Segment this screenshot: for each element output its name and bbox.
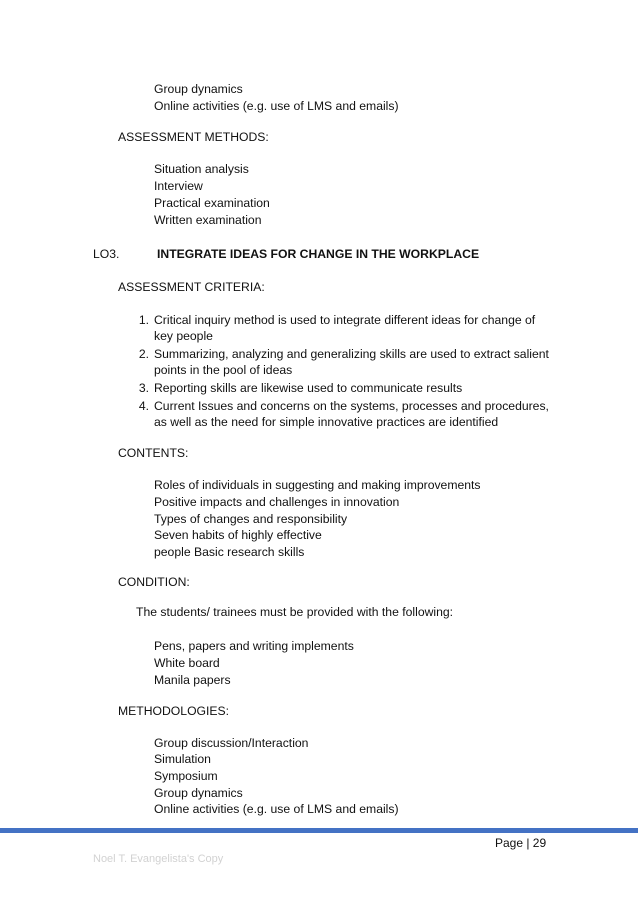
footer-rule xyxy=(0,828,638,833)
contents-item: Types of changes and responsibility xyxy=(154,512,348,526)
methodology-item: Simulation xyxy=(154,752,211,766)
assessment-method-item: Written examination xyxy=(154,213,262,227)
criteria-number: 4. xyxy=(138,399,149,413)
methodology-item: Group dynamics xyxy=(154,786,243,800)
criteria-number: 1. xyxy=(138,313,149,327)
continued-methodology-item: Group dynamics xyxy=(154,82,243,96)
criteria-text: points in the pool of ideas xyxy=(154,363,293,377)
criteria-text: Summarizing, analyzing and generalizing skills are used to extract salient xyxy=(154,347,549,361)
condition-item: Manila papers xyxy=(154,673,231,687)
criteria-text: Current Issues and concerns on the systems, processes and procedures, xyxy=(154,399,549,413)
assessment-criteria-heading: ASSESSMENT CRITERIA: xyxy=(118,280,265,294)
contents-item: Roles of individuals in suggesting and making improvements xyxy=(154,478,481,492)
criteria-number: 2. xyxy=(138,347,149,361)
continued-methodology-item: Online activities (e.g. use of LMS and emails) xyxy=(154,99,399,113)
methodology-item: Symposium xyxy=(154,769,218,783)
methodology-item: Group discussion/Interaction xyxy=(154,736,309,750)
contents-item: people Basic research skills xyxy=(154,545,305,559)
lo3-code: LO3. xyxy=(93,247,120,261)
methodologies-heading: METHODOLOGIES: xyxy=(118,704,230,718)
assessment-method-item: Practical examination xyxy=(154,196,270,210)
condition-item: White board xyxy=(154,656,220,670)
lo3-title: INTEGRATE IDEAS FOR CHANGE IN THE WORKPLACE xyxy=(157,247,480,261)
criteria-text: Reporting skills are likewise used to communicate results xyxy=(154,381,463,395)
criteria-number: 3. xyxy=(138,381,149,395)
condition-intro: The students/ trainees must be provided with the following: xyxy=(136,605,454,619)
condition-item: Pens, papers and writing implements xyxy=(154,639,354,653)
assessment-methods-heading: ASSESSMENT METHODS: xyxy=(118,130,269,144)
criteria-text: Critical inquiry method is used to integrate different ideas for change of xyxy=(154,313,536,327)
watermark: Noel T. Evangelista's Copy xyxy=(93,853,224,865)
contents-item: Positive impacts and challenges in innovation xyxy=(154,495,400,509)
page-number: Page | 29 xyxy=(495,836,547,850)
assessment-method-item: Situation analysis xyxy=(154,162,249,176)
criteria-text: key people xyxy=(154,329,213,343)
contents-item: Seven habits of highly effective xyxy=(154,528,322,542)
criteria-text: as well as the need for simple innovative practices are identified xyxy=(154,415,499,429)
condition-heading: CONDITION: xyxy=(118,575,190,589)
assessment-method-item: Interview xyxy=(154,179,203,193)
methodology-item: Online activities (e.g. use of LMS and emails) xyxy=(154,802,399,816)
contents-heading: CONTENTS: xyxy=(118,446,189,460)
